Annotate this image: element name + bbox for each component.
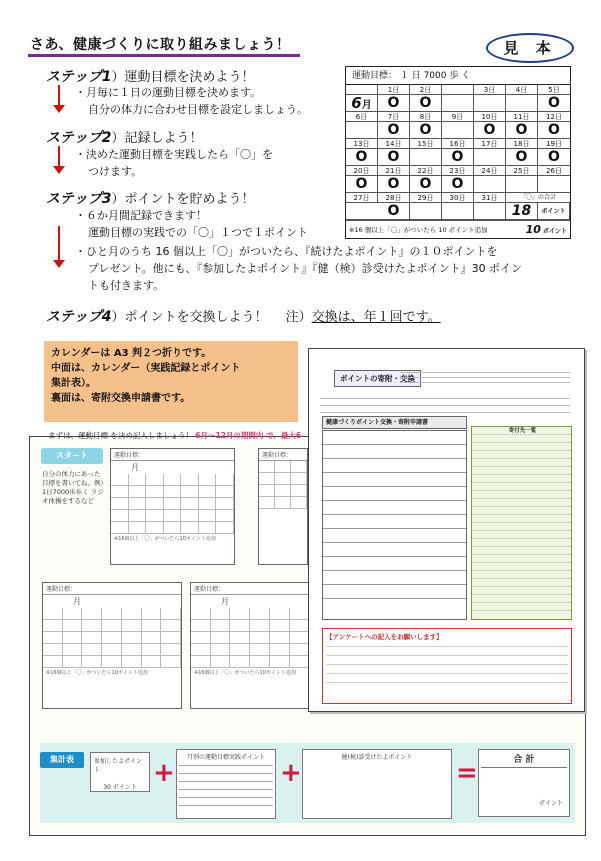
- step-2-title: ）記録しよう！: [111, 131, 203, 146]
- day-label: 2日: [410, 85, 442, 95]
- mark: [442, 203, 474, 220]
- participation-label: 参加したよポイント: [94, 758, 143, 774]
- step-4-note-prefix: 注）: [285, 310, 312, 325]
- mini-calendar-month: 月: [131, 463, 139, 472]
- total-value: 18: [506, 203, 538, 220]
- month-cell: [346, 95, 378, 112]
- participation-value: 30 ポイント: [103, 784, 137, 791]
- form-intro-text: [400, 370, 570, 385]
- mark: [410, 203, 442, 220]
- mark: [474, 149, 506, 166]
- day-label: 17日: [474, 139, 506, 149]
- mark: [346, 203, 378, 220]
- day-label: 13日: [346, 139, 378, 149]
- form-section-title: ポイントの寄附・交換: [334, 370, 421, 387]
- day-label: 27日: [346, 193, 378, 203]
- step-4-title: ）ポイントを交換しよう！: [111, 310, 268, 325]
- mini-calendar-header: 運動目標：: [191, 583, 329, 595]
- day-label: 12日: [538, 112, 570, 122]
- day-label: 5日: [538, 85, 570, 95]
- mark: O: [442, 149, 474, 166]
- mark: O: [538, 95, 570, 112]
- day-label: 10日: [474, 112, 506, 122]
- equals-icon: =: [456, 758, 478, 788]
- day-label: 24日: [474, 166, 506, 176]
- mini-calendar-grid: [259, 461, 307, 509]
- monthly-points-label: 月別の運動目標実践ポイント: [186, 754, 265, 761]
- step-3-heading: [46, 188, 254, 208]
- donation-list: [471, 426, 572, 620]
- day-label: 3日: [474, 85, 506, 95]
- mark: [442, 122, 474, 139]
- mark: [474, 203, 506, 220]
- form-title: 健康づくりポイント交換・寄附申請書: [322, 416, 467, 429]
- mini-calendar-footer: ※16個以上「〇」がついたら10ポイント追加: [194, 670, 296, 676]
- step-1-title: ）運動目標を決めよう！: [111, 70, 255, 85]
- total-points-label: 合 計: [481, 752, 567, 768]
- monthly-points-box: [176, 749, 276, 819]
- mark: [538, 176, 570, 193]
- day-label: 7日: [378, 112, 410, 122]
- day-label: 19日: [538, 139, 570, 149]
- mini-calendar: [258, 448, 308, 565]
- step-3-line-5: トも付きます。: [88, 279, 165, 292]
- day-label: 14日: [378, 139, 410, 149]
- step-3-line-4: プレゼント。他にも、『参加したよポイント』『健（検）診受けたよポイント』30 ポイン: [88, 262, 523, 275]
- day-label: 28日: [378, 193, 410, 203]
- enquete-box: [322, 628, 572, 704]
- mark: O: [378, 95, 410, 112]
- mini-calendar-grid: [111, 474, 234, 534]
- mini-calendar-footer: ※16個以上「〇」がついたら10ポイント追加: [114, 536, 216, 542]
- mini-calendar-footer: ※16個以上「〇」がついたら10ポイント追加: [46, 670, 148, 676]
- bonus-note: ※16 個以上「〇」がついたら 10 ポイント追加: [349, 226, 488, 234]
- note-line-2: 中面は、カレンダー（実践記録とポイント: [51, 363, 241, 374]
- mini-calendar-month: 月: [221, 597, 229, 606]
- bonus-unit: ポイント: [542, 228, 567, 235]
- step-2-arrow: [58, 146, 60, 168]
- step-1-line-1: ・月毎に１日の運動目標を決めます。: [75, 86, 262, 99]
- step-3-line-3: ・ひと月のうち 16 個以上「〇」がついたら、『続けたよポイント』の１０ポイントを: [75, 245, 498, 258]
- mini-calendar-grid: [43, 608, 181, 668]
- mark: O: [538, 122, 570, 139]
- step-1-arrow: [58, 85, 60, 107]
- total-label: 「〇」の合計: [506, 193, 570, 203]
- sample-calendar: [345, 66, 571, 239]
- mark: O: [346, 149, 378, 166]
- bonus-value: 10: [525, 223, 541, 236]
- step-2-heading: [46, 127, 202, 147]
- note-line-1: カレンダーは A3 判２つ折りです。: [51, 348, 212, 359]
- mini-calendar: [110, 448, 235, 565]
- start-label: スタート: [41, 448, 103, 464]
- plus-icon: +: [153, 758, 175, 788]
- step-3-line-2: 運動目標の実践での「〇」１つで１ポイント: [88, 226, 308, 239]
- total-points-unit: ポイント: [538, 800, 563, 807]
- step-3-line-1: ・６か月間記録できます！: [75, 209, 207, 222]
- mini-calendar-month: 月: [73, 597, 81, 606]
- mini-calendar-header: 運動目標：: [111, 449, 234, 461]
- mark: O: [410, 176, 442, 193]
- day-label: 18日: [506, 139, 538, 149]
- day-label: 1日: [378, 85, 410, 95]
- month-unit: 月: [361, 100, 372, 111]
- step-2-line-1: ・決めた運動目標を実践したら「〇」を: [75, 148, 273, 161]
- participation-points-box: [90, 752, 150, 792]
- banner-text: まずは、運動目標 を決め記入しましょう！: [48, 431, 193, 440]
- mark: [346, 122, 378, 139]
- mark: O: [378, 203, 410, 220]
- day-label: 21日: [378, 166, 410, 176]
- calendar-info-note: [44, 341, 298, 422]
- step-2-label: ステップ2: [46, 130, 112, 146]
- checkup-points-box: [302, 749, 452, 819]
- day-label: 4日: [506, 85, 538, 95]
- step-4-note: 交換は、年１回です。: [311, 310, 441, 325]
- step-1-heading: [46, 66, 254, 86]
- day-label: 9日: [442, 112, 474, 122]
- day-label: 23日: [442, 166, 474, 176]
- mark: O: [474, 122, 506, 139]
- day-label: [442, 85, 474, 95]
- sample-badge: 見 本: [486, 33, 574, 63]
- step-4-heading: [46, 306, 441, 326]
- day-label: 30日: [442, 193, 474, 203]
- mark: [506, 95, 538, 112]
- step-3-title: ）ポイントを貯めよう！: [111, 192, 255, 207]
- mark: O: [506, 122, 538, 139]
- mark: O: [506, 149, 538, 166]
- mark: O: [378, 149, 410, 166]
- step-1-line-2: 自分の体力に合わせ目標を設定しましょう。: [88, 103, 308, 116]
- day-label: 31日: [474, 193, 506, 203]
- step-1-label: ステップ1: [46, 69, 112, 85]
- mark: [474, 176, 506, 193]
- mark: [506, 176, 538, 193]
- total-unit: ポイント: [538, 203, 570, 220]
- mark: O: [538, 149, 570, 166]
- mark: O: [378, 122, 410, 139]
- day-label: 11日: [506, 112, 538, 122]
- day-label: 15日: [410, 139, 442, 149]
- donation-list-title: 寄付先一覧: [472, 427, 571, 435]
- enquete-title: 【アンケートへの記入をお願いします】: [326, 633, 443, 641]
- form-table: [322, 430, 467, 620]
- day-label: 29日: [410, 193, 442, 203]
- sample-calendar-header: 運動目標： １ 日 7000 歩 く: [346, 67, 570, 85]
- mark: O: [410, 95, 442, 112]
- step-3-label: ステップ3: [46, 191, 112, 207]
- day-label: 16日: [442, 139, 474, 149]
- step-4-label: ステップ4: [46, 309, 112, 325]
- mark: [442, 95, 474, 112]
- mini-calendar-header: 運動目標：: [43, 583, 181, 595]
- day-label: 20日: [346, 166, 378, 176]
- step-3-arrow: [58, 226, 60, 262]
- day-label: 8日: [410, 112, 442, 122]
- note-line-3: 集計表）。: [51, 378, 96, 389]
- page-title: さあ、健康づくりに取り組みましょう！: [30, 37, 291, 53]
- banner-period: 6月〜12月の期間内 で、最大6: [195, 431, 302, 440]
- month-number: 6: [351, 94, 362, 112]
- sample-calendar-grid: [346, 85, 570, 220]
- note-line-4: 裏面は、寄附交換申請書です。: [51, 393, 191, 404]
- form-lead-lines: [320, 395, 570, 416]
- totals-label: 集計表: [40, 752, 84, 768]
- mini-calendar-header: 運動目標：: [259, 449, 307, 461]
- mini-calendar: [42, 582, 182, 709]
- step-2-line-2: つけます。: [88, 165, 143, 178]
- title-underline: [28, 54, 300, 57]
- mark: O: [378, 176, 410, 193]
- checkup-points-label: 健(検)診受けたよポイント: [341, 754, 413, 761]
- mark: [410, 149, 442, 166]
- day-label: 22日: [410, 166, 442, 176]
- sample-calendar-footer: [346, 220, 570, 238]
- start-instructions: 自分の体力にあった目標を書いてね。例）1日7000歩歩く ラジオ体操をするなど: [42, 470, 104, 505]
- mark: O: [442, 176, 474, 193]
- day-label: 25日: [506, 166, 538, 176]
- day-label: 26日: [538, 166, 570, 176]
- mark: [474, 95, 506, 112]
- mark: O: [410, 122, 442, 139]
- total-points-box: [478, 749, 570, 817]
- plus-icon: +: [280, 758, 302, 788]
- mark: O: [346, 176, 378, 193]
- day-label: 6日: [346, 112, 378, 122]
